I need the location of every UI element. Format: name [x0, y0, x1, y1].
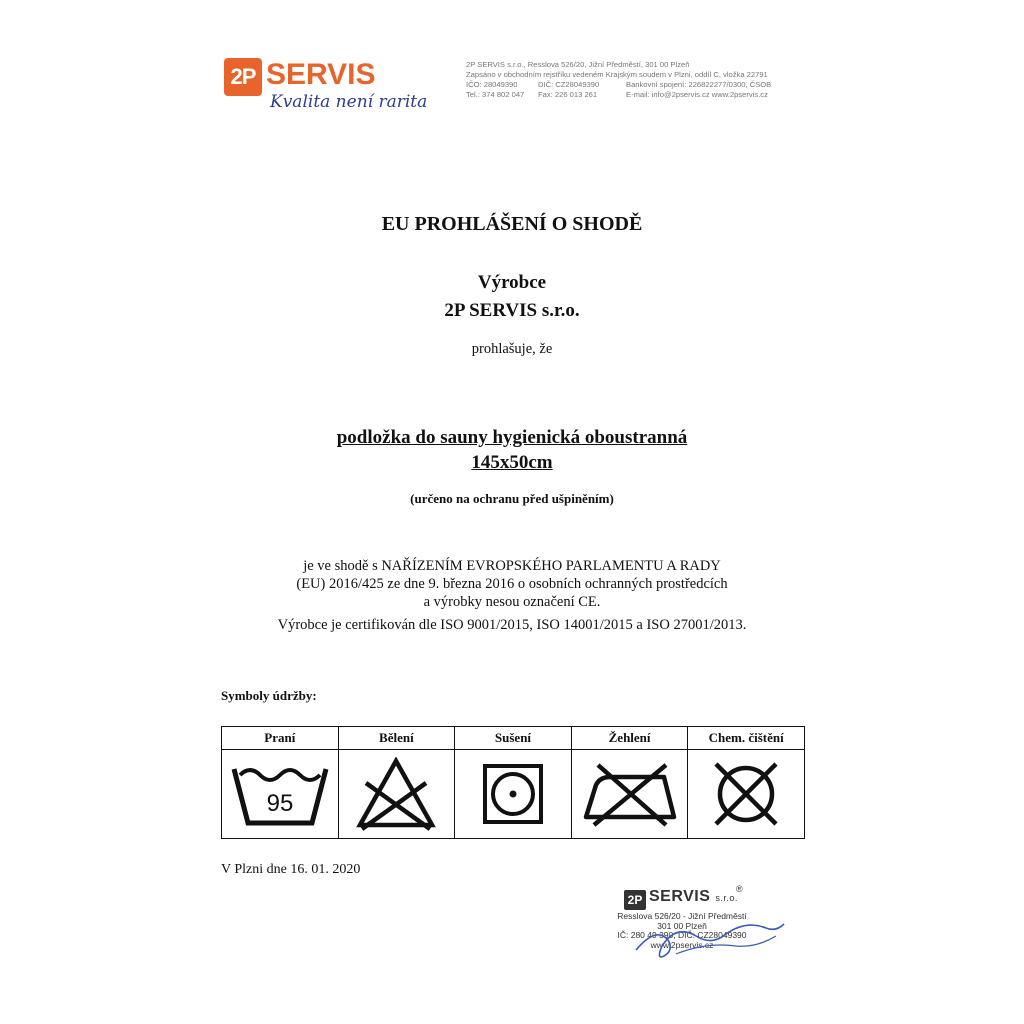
header-line-contacts: [466, 90, 796, 100]
handwritten-signature: [616, 906, 796, 966]
care-cell-washing: [222, 750, 339, 839]
care-header-drying: Sušení: [455, 727, 572, 750]
header-ico: IČO: 28049390: [466, 80, 518, 89]
product-size: 145x50cm: [471, 452, 553, 473]
wash-95-icon: [230, 759, 330, 829]
maker-label: Výrobce: [477, 272, 547, 293]
care-cell-drying: [455, 750, 572, 839]
stamp-line-city: 301 00 Plzeň: [657, 920, 707, 931]
document-title: EU PROHLÁŠENÍ O SHODĚ: [381, 213, 643, 235]
no-iron-icon: [580, 759, 680, 829]
logo-mark: 2P: [224, 58, 262, 96]
wash-temperature: 95: [266, 790, 294, 817]
care-header-row: [222, 727, 805, 750]
conformity-line-3: a výrobky nesou označení CE.: [423, 594, 601, 610]
care-icon-row: [222, 750, 805, 839]
conformity-line-2: (EU) 2016/425 ze dne 9. března 2016 o osobních ochranných prostředcích: [296, 576, 728, 592]
conformity-line-1: je ve shodě s NAŘÍZENÍM EVROPSKÉHO PARLAMENTU A RADY: [303, 558, 721, 574]
stamp-name-suffix: s.r.o.: [715, 893, 738, 903]
care-header-ironing: Žehlení: [571, 727, 688, 750]
stamp-name-text: SERVIS: [649, 888, 711, 905]
no-dry-clean-icon: [708, 758, 784, 830]
care-header-dry-cleaning: Chem. čištění: [688, 727, 805, 750]
header-tel: Tel.: 374 802 047: [466, 90, 525, 99]
header-dic: DIČ: CZ28049390: [538, 80, 600, 89]
header-line-address: 2P SERVIS s.r.o., Resslova 526/20, Jižní Předměstí, 301 00 Plzeň: [466, 60, 690, 69]
header-fax: Fax: 226 013 261: [538, 90, 598, 99]
product-purpose: (určeno na ochranu před ušpiněním): [410, 491, 614, 506]
care-header-bleaching: Bělení: [338, 727, 455, 750]
no-bleach-icon: [356, 757, 436, 831]
maker-name: 2P SERVIS s.r.o.: [444, 300, 580, 321]
care-cell-ironing: [571, 750, 688, 839]
logo-slogan: Kvalita není rarita: [270, 92, 428, 112]
header-bank: Bankovní spojení: 226822277/0300, ČSOB: [626, 80, 772, 89]
stamp-company-name: [649, 888, 738, 906]
certification-statement: Výrobce je certifikován dle ISO 9001/2015, ISO 14001/2015 a ISO 27001/2013.: [277, 617, 747, 633]
place-and-date: V Plzni dne 16. 01. 2020: [221, 862, 361, 877]
stamp-line-web: www.2pservis.cz: [650, 939, 714, 950]
tumble-dry-low-icon: [481, 762, 545, 826]
company-logo: [224, 56, 444, 116]
stamp-registered-mark: ®: [736, 884, 743, 894]
conformity-statement: [0, 557, 1024, 611]
stamp-line-address: Resslova 526/20 - Jižní Předměstí: [617, 911, 747, 921]
header-line-ids: [466, 80, 796, 90]
care-cell-dry-cleaning: [688, 750, 805, 839]
header-email-web: E-mail: info@2pservis.cz www.2pservis.cz: [626, 90, 768, 99]
company-header-info: [466, 60, 796, 100]
care-symbols-heading: Symboly údržby:: [221, 688, 317, 703]
stamp-line-ids: IČ: 280 49 390, DIČ: CZ28049390: [617, 930, 747, 940]
header-line-register: Zapsáno v obchodním rejstříku vedeném Krajským soudem v Plzni, oddíl C, vložka 22791: [466, 70, 768, 79]
care-header-washing: Praní: [222, 727, 339, 750]
logo-name: SERVIS: [266, 58, 376, 91]
care-symbols-table: [221, 726, 805, 839]
declares-text: prohlašuje, že: [471, 341, 553, 357]
care-cell-bleaching: [338, 750, 455, 839]
product-name: podložka do sauny hygienická oboustranná: [336, 427, 688, 448]
stamp-logo-mark: 2P: [624, 890, 646, 910]
